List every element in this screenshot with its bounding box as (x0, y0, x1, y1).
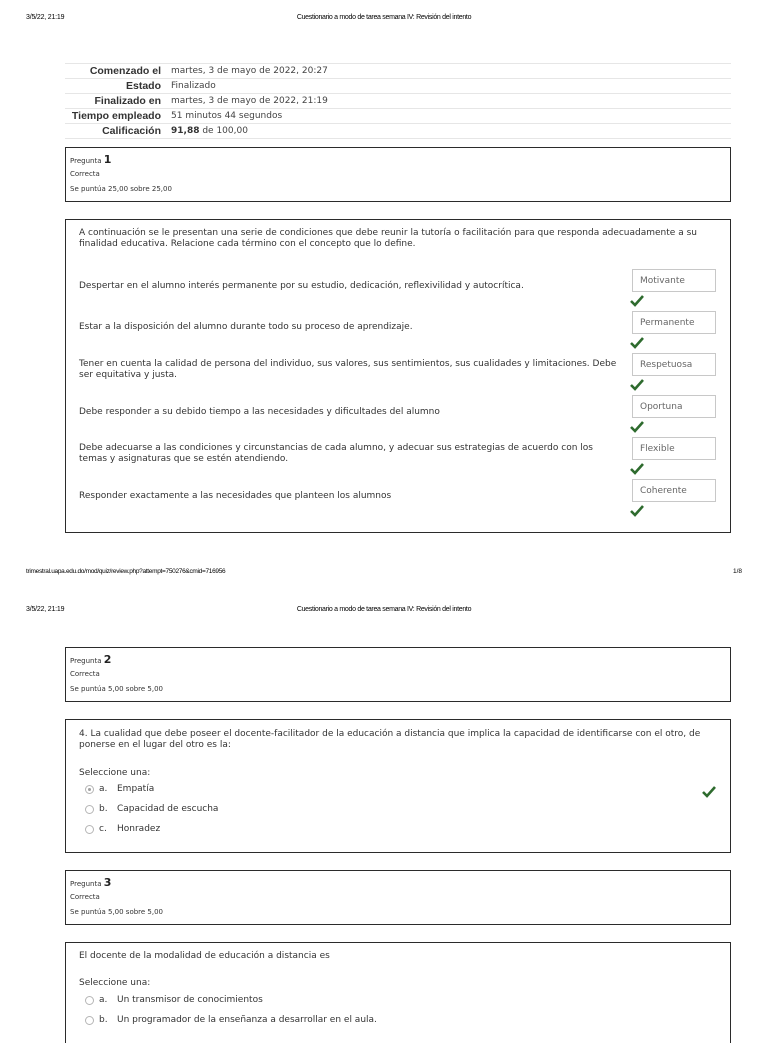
grade-value: 91,88 (171, 126, 200, 136)
print-date: 3/5/22, 21:19 (26, 606, 65, 613)
match-item-text: Tener en cuenta la calidad de persona del individuo, sus valores, sus sentimientos, sus cualidades y limitaciones. Debe ser equitativa y justa. (79, 359, 617, 380)
summary-row: Finalizado en martes, 3 de mayo de 2022, 21:19 (65, 93, 731, 108)
question-points: Se puntúa 5,00 sobre 5,00 (70, 685, 164, 693)
print-header (0, 606, 768, 620)
radio-button[interactable] (85, 825, 94, 834)
question-number: 3 (103, 876, 112, 889)
correct-check-icon (630, 505, 644, 517)
radio-button[interactable] (85, 805, 94, 814)
correct-check-icon (702, 786, 716, 798)
question-text: 4. La cualidad que debe poseer el docente-facilitador de la educación a distancia que implica la capacidad de identificarse con el otro, de ponerse en el lugar del otro es la: (79, 729, 701, 750)
answer-option[interactable]: a. Empatía (85, 782, 285, 796)
answer-option[interactable]: b. Un programador de la enseñanza a desarrollar en el aula. (85, 1013, 485, 1027)
question-3-content (65, 942, 731, 1043)
question-2-content (65, 719, 731, 853)
match-answer-select[interactable]: Coherente (632, 479, 716, 502)
answer-option[interactable]: b. Capacidad de escucha (85, 802, 285, 816)
correct-check-icon (630, 337, 644, 349)
question-points: Se puntúa 25,00 sobre 25,00 (70, 185, 172, 193)
question-points: Se puntúa 5,00 sobre 5,00 (70, 908, 164, 916)
match-answer-select[interactable]: Oportuna (632, 395, 716, 418)
correct-check-icon (630, 463, 644, 475)
correct-check-icon (630, 379, 644, 391)
print-footer (0, 568, 768, 580)
match-item-text: Estar a la disposición del alumno durante todo su proceso de aprendizaje. (79, 322, 413, 332)
summary-row: Calificación 91,88 de 100,00 (65, 123, 731, 139)
question-1-content (65, 219, 731, 533)
question-status: Correcta (70, 893, 100, 901)
select-one-label: Seleccione una: (79, 768, 151, 778)
match-item-text: Debe adecuarse a las condiciones y circunstancias de cada alumno, y adecuar sus estrategias de acuerdo con los temas y asignaturas que se estén atendiendo. (79, 443, 593, 464)
question-status: Correcta (70, 170, 100, 178)
attempt-summary-table (65, 63, 731, 139)
answer-option[interactable]: c. Honradez (85, 822, 285, 836)
print-title: Cuestionario a modo de tarea semana IV: Revisión del intento (296, 14, 472, 21)
answer-option[interactable]: a. Un transmisor de conocimientos (85, 993, 385, 1007)
match-answer-select[interactable]: Permanente (632, 311, 716, 334)
match-item-text: Responder exactamente a las necesidades que planteen los alumnos (79, 491, 392, 501)
radio-button[interactable] (85, 785, 94, 794)
match-answer-select[interactable]: Flexible (632, 437, 716, 460)
summary-row: Tiempo empleado 51 minutos 44 segundos (65, 108, 731, 123)
question-text: A continuación se le presentan una serie de condiciones que debe reunir la tutoría o facilitación para que responda adecuadamente a su finalidad educativa. Relacione cada término con el concepto que lo define. (79, 228, 697, 249)
match-answer-select[interactable]: Motivante (632, 269, 716, 292)
print-title: Cuestionario a modo de tarea semana IV: Revisión del intento (296, 606, 472, 613)
question-status: Correcta (70, 670, 100, 678)
print-date: 3/5/22, 21:19 (26, 14, 65, 21)
question-3-info: Pregunta 3 Correcta Se puntúa 5,00 sobre 5,00 (65, 870, 731, 925)
match-item-text: Debe responder a su debido tiempo a las necesidades y dificultades del alumno (79, 407, 440, 417)
question-number: 1 (103, 153, 112, 166)
match-answer-select[interactable]: Respetuosa (632, 353, 716, 376)
correct-check-icon (630, 421, 644, 433)
question-number: 2 (103, 653, 112, 666)
print-url: trimestral.uapa.edu.do/mod/quiz/review.php?attempt=750276&cmid=716956 (26, 568, 226, 575)
print-header (0, 14, 768, 28)
print-page-number: 1/8 (732, 568, 742, 575)
match-item-text: Despertar en el alumno interés permanente por su estudio, dedicación, reflexivilidad y autocrítica. (79, 281, 524, 291)
summary-row: Estado Finalizado (65, 78, 731, 93)
summary-row: Comenzado el martes, 3 de mayo de 2022, 20:27 (65, 63, 731, 78)
correct-check-icon (630, 295, 644, 307)
question-2-info: Pregunta 2 Correcta Se puntúa 5,00 sobre 5,00 (65, 647, 731, 702)
radio-button[interactable] (85, 996, 94, 1005)
select-one-label: Seleccione una: (79, 978, 151, 988)
question-1-info: Pregunta 1 Correcta Se puntúa 25,00 sobre 25,00 (65, 147, 731, 202)
question-text: El docente de la modalidad de educación a distancia es (79, 951, 330, 961)
